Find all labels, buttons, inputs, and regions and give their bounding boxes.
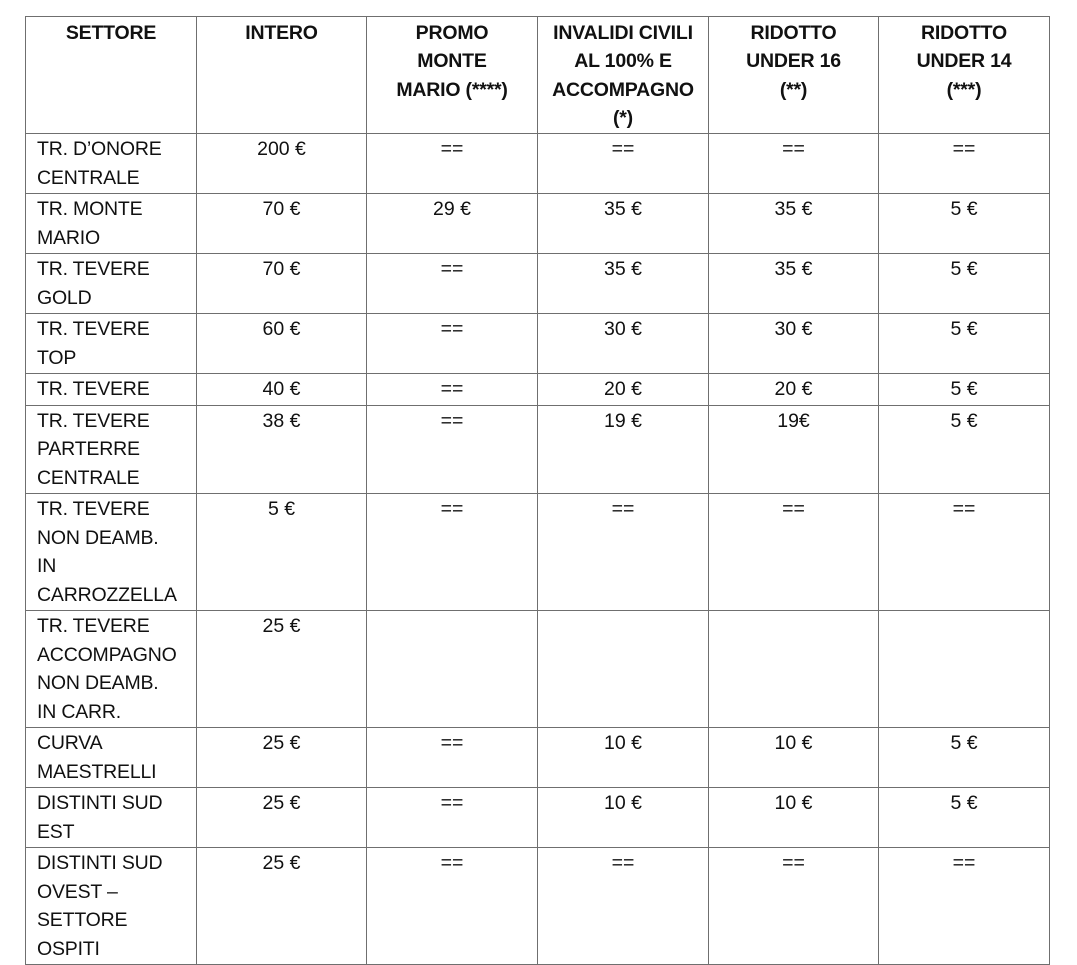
price-intero: 38 € <box>197 405 367 494</box>
price-intero: 25 € <box>197 848 367 965</box>
price-intero: 40 € <box>197 374 367 406</box>
header-invalidi-civili: INVALIDI CIVILI AL 100% E ACCOMPAGNO (*) <box>538 17 709 134</box>
table-row <box>26 254 1050 314</box>
price-under-16: 35 € <box>709 194 879 254</box>
price-intero: 25 € <box>197 788 367 848</box>
price-promo: == <box>367 134 538 194</box>
price-under-14: 5 € <box>879 374 1050 406</box>
sector-cell: TR. TEVERE GOLD <box>26 254 197 314</box>
price-under-14: 5 € <box>879 728 1050 788</box>
price-invalidi: == <box>538 134 709 194</box>
price-promo: == <box>367 494 538 611</box>
price-promo: 29 € <box>367 194 538 254</box>
header-promo-monte-mario: PROMO MONTE MARIO (****) <box>367 17 538 134</box>
header-settore: SETTORE <box>26 17 197 134</box>
price-intero: 25 € <box>197 728 367 788</box>
price-invalidi <box>538 611 709 728</box>
price-promo: == <box>367 254 538 314</box>
price-under-14 <box>879 611 1050 728</box>
sector-cell: TR. D’ONORE CENTRALE <box>26 134 197 194</box>
sector-cell: TR. MONTE MARIO <box>26 194 197 254</box>
price-under-16: 30 € <box>709 314 879 374</box>
price-invalidi: == <box>538 848 709 965</box>
table-row <box>26 611 1050 728</box>
price-under-16 <box>709 611 879 728</box>
price-promo: == <box>367 788 538 848</box>
price-invalidi: 35 € <box>538 254 709 314</box>
price-invalidi: 35 € <box>538 194 709 254</box>
price-invalidi: 19 € <box>538 405 709 494</box>
price-intero: 60 € <box>197 314 367 374</box>
sector-cell: TR. TEVERE ACCOMPAGNO NON DEAMB. IN CARR. <box>26 611 197 728</box>
price-intero: 5 € <box>197 494 367 611</box>
header-intero: INTERO <box>197 17 367 134</box>
table-row <box>26 314 1050 374</box>
sector-cell: CURVA MAESTRELLI <box>26 728 197 788</box>
price-invalidi: == <box>538 494 709 611</box>
price-under-14: == <box>879 134 1050 194</box>
price-promo: == <box>367 314 538 374</box>
price-under-16: 10 € <box>709 788 879 848</box>
table-row <box>26 494 1050 611</box>
table-row <box>26 374 1050 406</box>
sector-cell: DISTINTI SUD OVEST – SETTORE OSPITI <box>26 848 197 965</box>
price-invalidi: 10 € <box>538 788 709 848</box>
table-row <box>26 134 1050 194</box>
table-row <box>26 788 1050 848</box>
sector-cell: TR. TEVERE <box>26 374 197 406</box>
price-invalidi: 10 € <box>538 728 709 788</box>
sector-cell: TR. TEVERE PARTERRE CENTRALE <box>26 405 197 494</box>
sector-cell: TR. TEVERE NON DEAMB. IN CARROZZELLA <box>26 494 197 611</box>
price-promo: == <box>367 728 538 788</box>
price-under-16: == <box>709 848 879 965</box>
price-under-14: 5 € <box>879 314 1050 374</box>
price-intero: 200 € <box>197 134 367 194</box>
price-under-14: 5 € <box>879 788 1050 848</box>
header-ridotto-under-16: RIDOTTO UNDER 16 (**) <box>709 17 879 134</box>
price-promo: == <box>367 848 538 965</box>
price-under-16: 20 € <box>709 374 879 406</box>
price-under-14: 5 € <box>879 194 1050 254</box>
price-invalidi: 30 € <box>538 314 709 374</box>
price-intero: 70 € <box>197 254 367 314</box>
price-under-14: == <box>879 494 1050 611</box>
ticket-prices-table <box>25 16 1050 965</box>
price-intero: 70 € <box>197 194 367 254</box>
price-promo: == <box>367 374 538 406</box>
header-row <box>26 17 1050 134</box>
price-promo: == <box>367 405 538 494</box>
sector-cell: DISTINTI SUD EST <box>26 788 197 848</box>
price-under-14: == <box>879 848 1050 965</box>
price-under-14: 5 € <box>879 254 1050 314</box>
header-ridotto-under-14: RIDOTTO UNDER 14 (***) <box>879 17 1050 134</box>
price-under-16: == <box>709 134 879 194</box>
price-under-16: == <box>709 494 879 611</box>
table-row <box>26 848 1050 965</box>
price-promo <box>367 611 538 728</box>
price-under-16: 10 € <box>709 728 879 788</box>
price-under-14: 5 € <box>879 405 1050 494</box>
price-under-16: 19€ <box>709 405 879 494</box>
table-row <box>26 194 1050 254</box>
price-intero: 25 € <box>197 611 367 728</box>
table-row <box>26 728 1050 788</box>
table-row <box>26 405 1050 494</box>
sector-cell: TR. TEVERE TOP <box>26 314 197 374</box>
price-under-16: 35 € <box>709 254 879 314</box>
price-invalidi: 20 € <box>538 374 709 406</box>
